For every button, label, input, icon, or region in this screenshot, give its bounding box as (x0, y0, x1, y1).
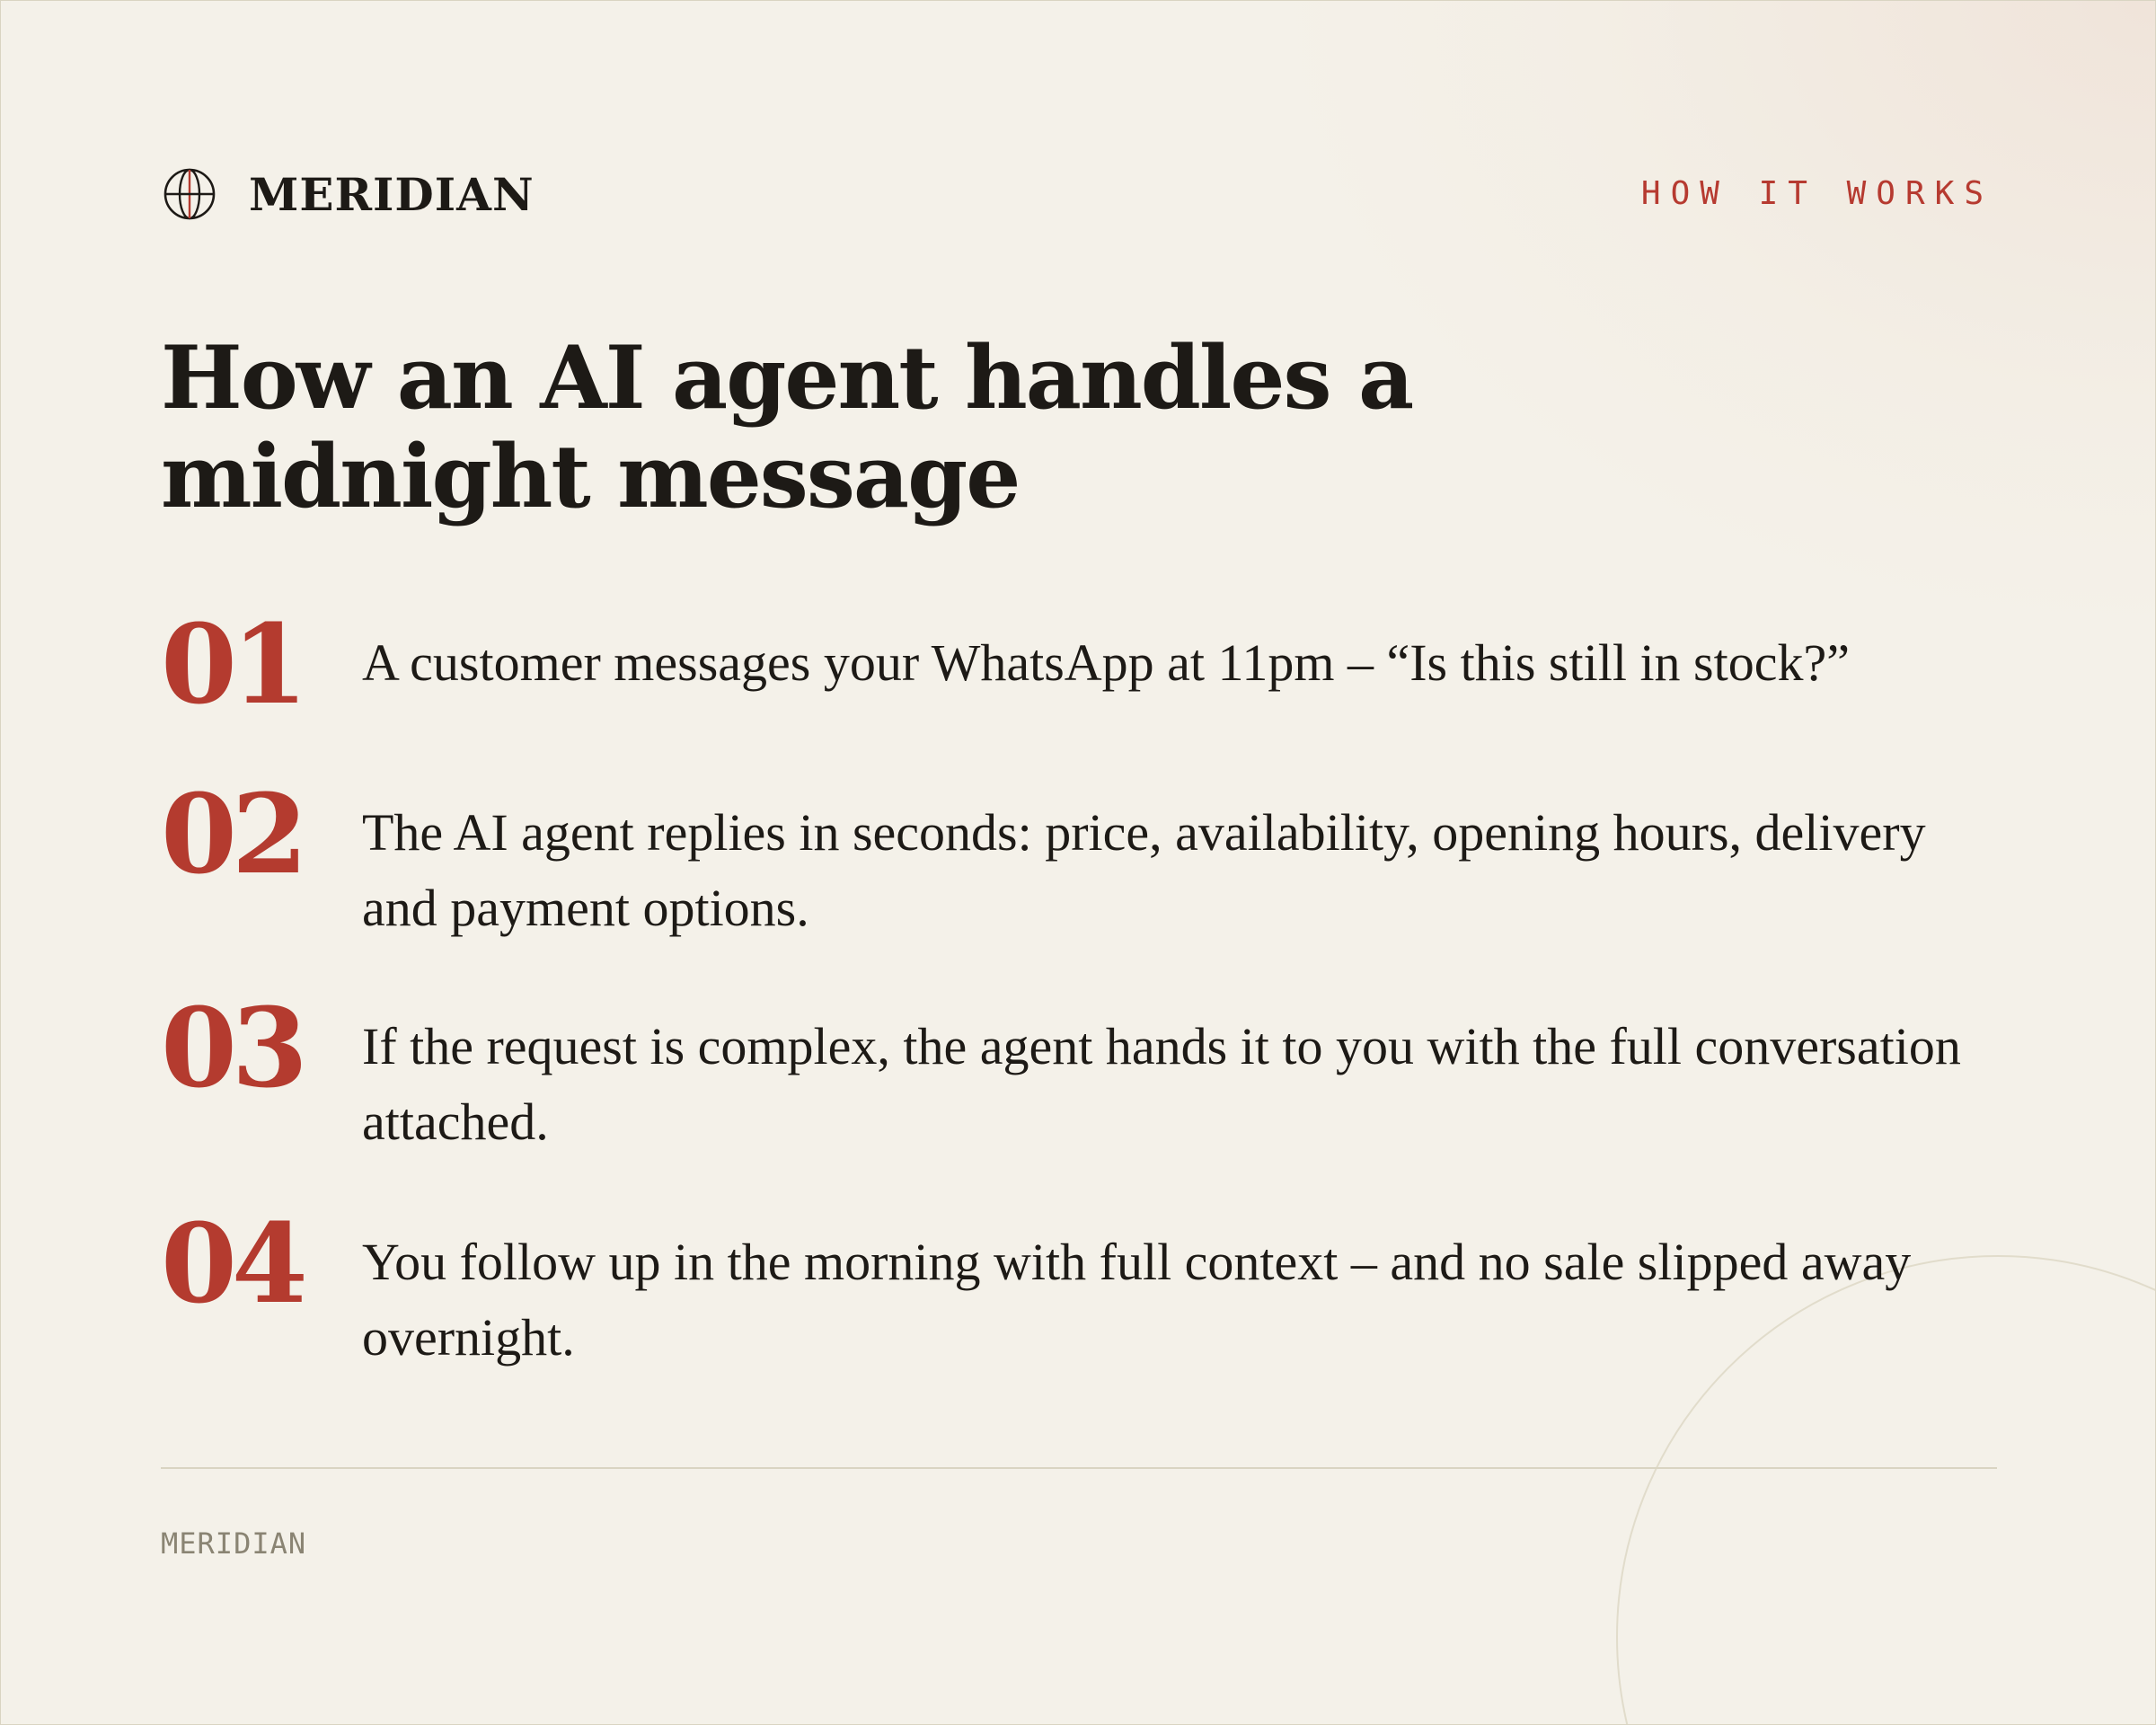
step-text: The AI agent replies in seconds: price, availability, opening hours, delivery and payment options. (362, 803, 1926, 937)
step-number: 04 (161, 1199, 303, 1328)
footer-brand: MERIDIAN (161, 1526, 307, 1561)
step-number: 01 (161, 599, 303, 729)
brand (163, 166, 535, 222)
step-text: If the request is complex, the agent hands it to you with the full conversation attached. (362, 1017, 1961, 1151)
page-title: How an AI agent handles a midnight message (161, 327, 1413, 527)
globe-icon (163, 167, 216, 221)
brand-name: MERIDIAN (249, 167, 535, 221)
header (163, 163, 1995, 226)
step-text: You follow up in the morning with full context – and no sale slipped away overnight. (362, 1233, 1912, 1367)
section-label: HOW IT WORKS (1640, 175, 1993, 212)
step-number: 02 (161, 769, 303, 898)
step-number: 03 (161, 983, 303, 1112)
footer-divider (161, 1467, 1997, 1469)
step-text: A customer messages your WhatsApp at 11pm – “Is this still in stock?” (362, 633, 1850, 692)
